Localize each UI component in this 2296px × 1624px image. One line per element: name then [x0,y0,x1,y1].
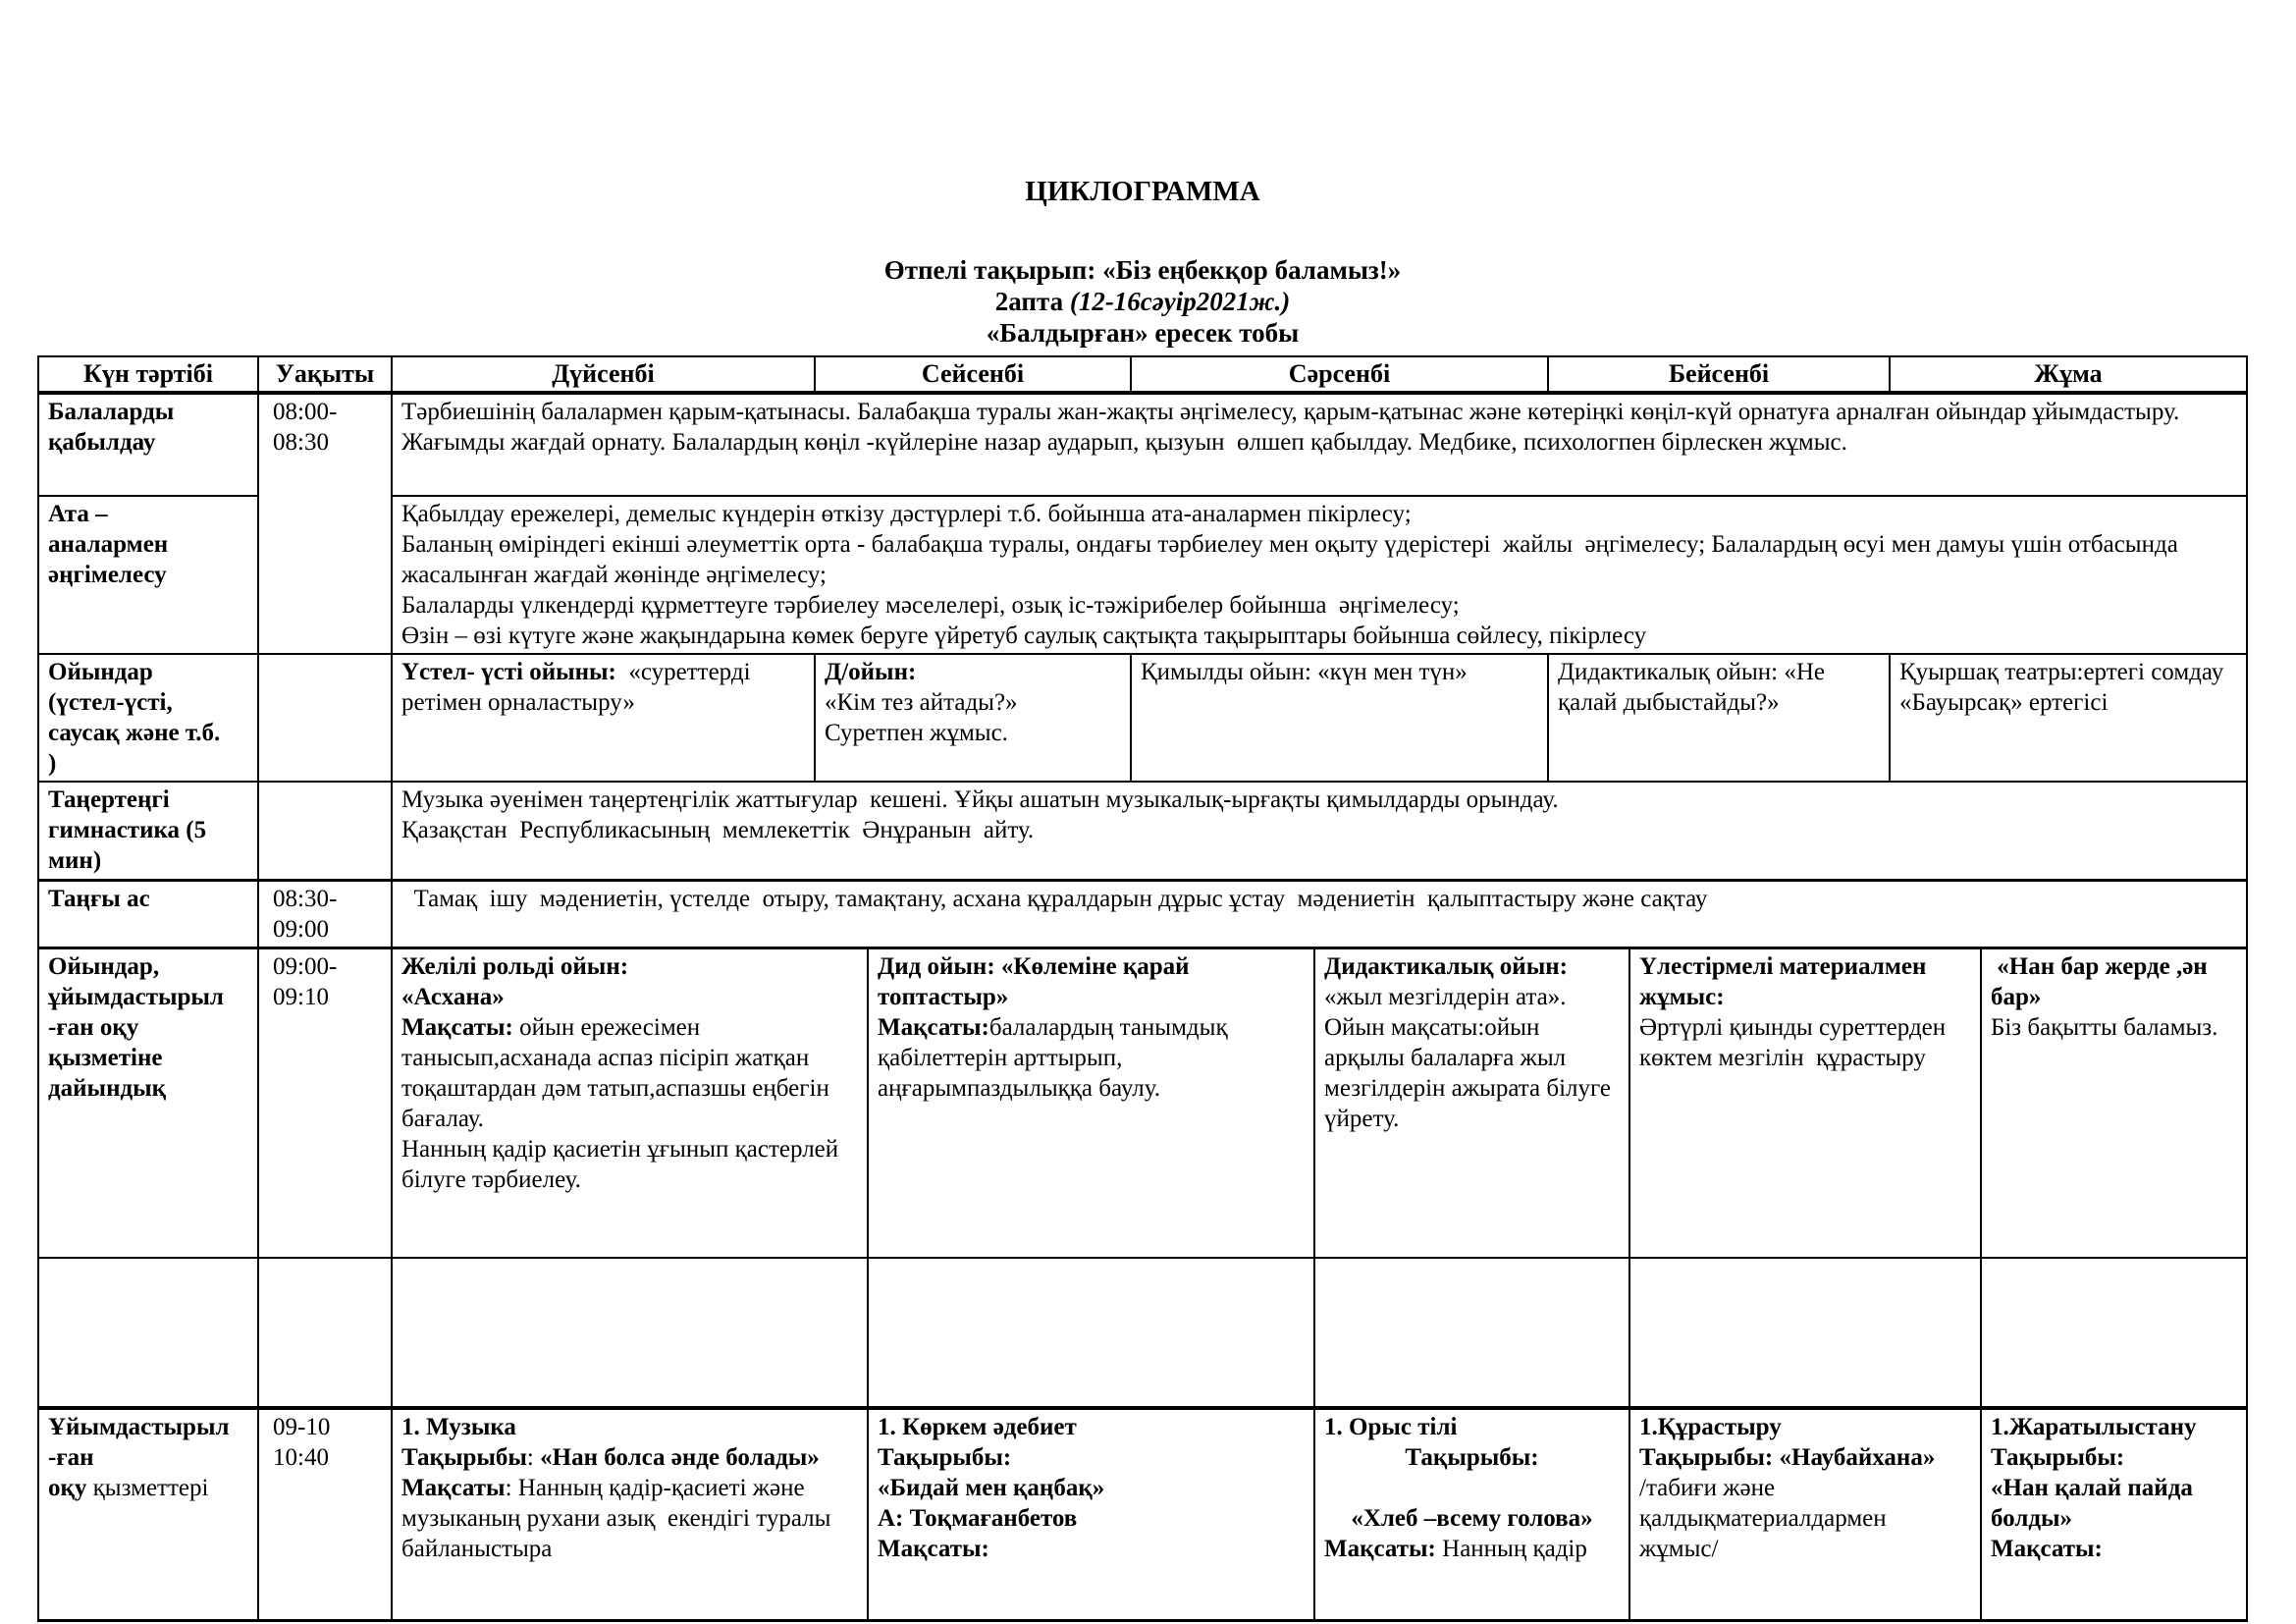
cell-games-label: Ойындар (үстел-үсті, саусақ және т.б. ) [39,655,259,781]
header-friday: Жұма [2034,359,2103,388]
cell-organized-tuesday: 1. Көркем әдебиет Тақырыбы: «Бидай мен қаңбақ» А: Тоқмағанбетов Мақсаты: [869,1410,1315,1619]
row-empty [39,1259,2246,1410]
row-games [39,655,2246,783]
row-reception-and-parent-talks [39,395,2246,655]
cell-empty-friday [1982,1259,2246,1406]
cell-organized-time: 09-10 10:40 [259,1410,393,1619]
row-breakfast [39,882,2246,949]
document-title: ЦИКЛОГРАММА [1025,176,1260,207]
cell-empty-tuesday [869,1259,1315,1406]
cell-parent-talks-label: Ата – аналармен әңгімелесу [48,501,169,589]
cell-games-monday: Үстел- үсті ойыны: «суреттерді ретімен орналастыру» [393,655,816,781]
schedule-table [37,355,2248,1622]
cell-organized-label: Ұйымдастырыл -ған оқу қызметтері [39,1410,259,1619]
label-column-stack [39,395,259,653]
cell-games-prep-time: 09:00- 09:10 [259,949,393,1257]
cell-organized-wednesday: 1. Орыс тілі Тақырыбы: «Хлеб –всему голова» Мақсаты: Нанның қадір [1315,1410,1630,1619]
row-games-prep [39,949,2246,1259]
row-morning-gym [39,783,2246,882]
cell-empty-thursday [1630,1259,1982,1406]
cell-reception-content: Тәрбиешінің балалармен қарым-қатынасы. Балабақша туралы жан-жақты әңгімелесу, қарым-қатынас және көтеріңкі көңіл-күй орнатуға арналған ойындар ұйымдастыру. Жағымды жағдай орнату. Балалардың көңіл -күйлеріне назар аударып, қызуын өлшеп қабылдау. Медбике, психологпен бірлескен жұмыс. [393,395,2246,497]
title-block [37,175,2248,350]
cell-empty-monday [393,1259,869,1406]
cell-breakfast-label: Таңғы ас [39,882,259,947]
cell-games-prep-wednesday: Дидактикалық ойын: «жыл мезгілдерін ата». Ойын мақсаты:ойын арқылы балаларға жыл мезгілдерін ажырата білуге үйрету. [1315,949,1630,1257]
subtitle-group: «Балдырған» ересек тобы [986,317,1300,348]
cell-morning-gym-content: Музыка әуенімен таңертеңгілік жаттығулар кешені. Ұйқы ашатын музыкалық-ырғақты қимылдарды орындау. Қазақстан Республикасының мемлекеттік Әнұранын айту. [401,786,1559,844]
cell-breakfast-time: 08:30- 09:00 [259,882,393,947]
cell-organized-monday: 1. Музыка Тақырыбы: «Нан болса әнде болады» Мақсаты: Нанның қадір-қасиеті және музыканың рухани азық екендігі туралы байланыстыра [393,1410,869,1619]
subtitle-week-dates: (12-16сәуір2021ж.) [1069,286,1291,316]
header-tuesday: Сейсенбі [816,357,1132,391]
table-header-row [39,357,2246,395]
cell-reception-label: Балаларды қабылдау [39,395,257,497]
header-thursday: Бейсенбі [1549,357,1891,391]
cell-reception-time: 08:00- 08:30 [259,395,393,653]
cell-games-prep-monday: Желілі рольді ойын: «Асхана» Мақсаты: ойын ережесімен танысып,асханада аспаз пісіріп жатқан тоқаштардан дәм татып,аспазшы еңбегін бағалау. Нанның қадір қасиетін ұғынып қастерлей білуге тәрбиелеу. [393,949,869,1257]
cell-games-prep-friday: «Нан бар жерде ,ән бар» Біз бақытты баламыз. [1991,953,2218,1042]
header-day-regime: Күн тәртібі [39,357,259,391]
cell-games-prep-thursday: Үлестірмелі материалмен жұмыс: Әртүрлі қиынды суреттерден көктем мезгілін құрастыру [1630,949,1982,1257]
row-organized-activities [39,1410,2246,1619]
cell-games-thursday: Дидактикалық ойын: «Не қалай дыбыстайды?» [1549,655,1891,781]
content-column-stack [393,395,2246,653]
header-wednesday: Сәрсенбі [1132,357,1549,391]
cell-empty-label [39,1259,259,1406]
cell-morning-gym-label: Таңертеңгі гимнастика (5 мин) [39,783,259,879]
subtitle-week [37,287,2248,318]
cell-empty-time [259,1259,393,1406]
cell-games-prep-tuesday: Дид ойын: «Көлеміне қарай топтастыр» Мақсаты:балалардың танымдық қабілеттерін арттырып, аңғарымпаздылыққа баулу. [869,949,1315,1257]
header-monday: Дүйсенбі [393,357,816,391]
cell-games-prep-label: Ойындар, ұйымдастырыл -ған оқу қызметіне дайындық [39,949,259,1257]
cell-breakfast-content: Тамақ ішу мәдениетін, үстелде отыру, тамақтану, асхана құралдарын дұрыс ұстау мәдениетін қалыптастыру және сақтау [401,886,1708,913]
cell-games-friday: Қуыршақ театры:ертегі сомдау «Бауырсақ» ертегісі [1899,659,2224,717]
cell-games-tuesday: Д/ойын: «Кім тез айтады?» Суретпен жұмыс. [816,655,1132,781]
subtitle-theme: Өтпелі тақырып: «Біз еңбекқор баламыз!» [883,254,1402,285]
cell-morning-gym-time [259,783,393,879]
header-time: Уақыты [259,357,393,391]
cell-organized-friday: 1.Жаратылыстану Тақырыбы: «Нан қалай пайда болды» Мақсаты: [1991,1414,2197,1563]
subtitle-week-prefix: 2апта [994,286,1070,316]
cell-empty-wednesday [1315,1259,1630,1406]
cell-organized-thursday: 1.Құрастыру Тақырыбы: «Наубайхана» /табиғи және қалдықматериалдармен жұмыс/ [1630,1410,1982,1619]
cell-parent-talks-content: Қабылдау ережелері, демелыс күндерін өткізу дәстүрлері т.б. бойынша ата-аналармен пікірлесу; Баланың өміріндегі екінші әлеуметтік орта - балабақша туралы, ондағы тәрбиелеу мен оқыту үдерістері жайлы әңгімелесу; Балалардың өсуі мен дамуы үшін отбасында жасалынған жағдай жөнінде әңгімелесу; Балаларды үлкендерді құрметтеуге тәрбиелеу мәселелері, озық іс-тәжірибелер бойынша әңгімелесу; Өзін – өзі күтуге және жақындарына көмек беруге үйретуб саулық сақтықта тақырыптары бойынша сөйлесу, пікірлесу [401,501,2185,650]
cell-games-wednesday: Қимылды ойын: «күн мен түн» [1132,655,1549,781]
cell-games-time [259,655,393,781]
